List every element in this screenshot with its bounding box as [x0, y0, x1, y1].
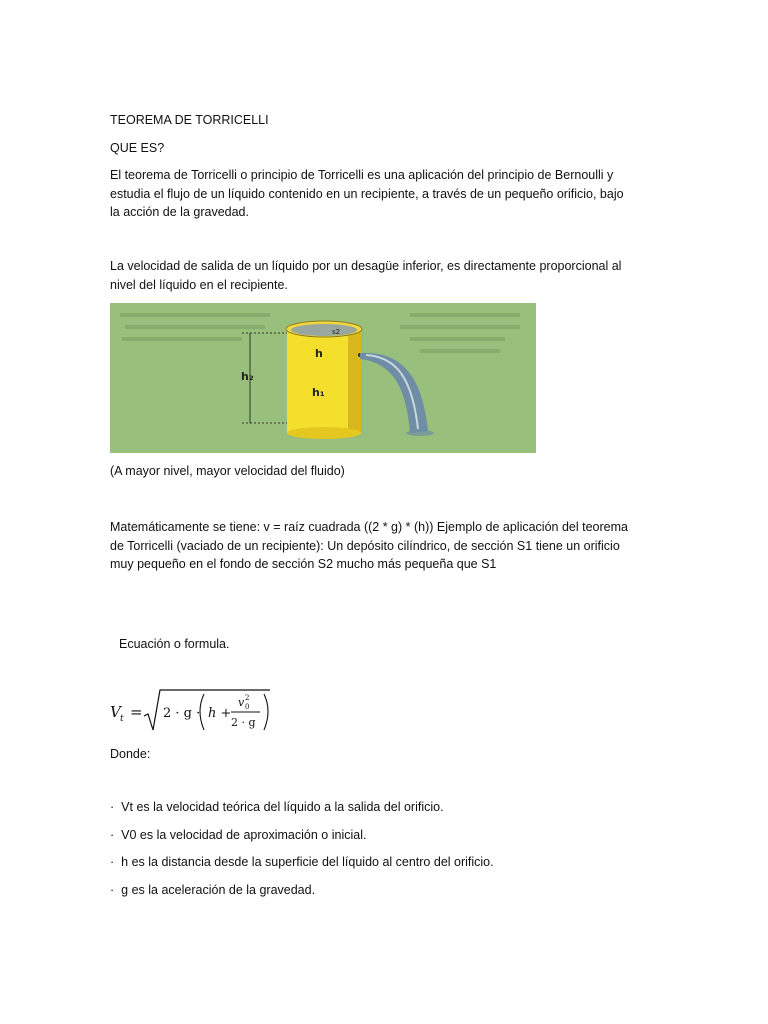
- equation-heading: Ecuación o formula.: [119, 637, 230, 651]
- intro-paragraph: [110, 166, 670, 222]
- intro-line: El teorema de Torricelli o principio de Torricelli es una aplicación del principio de Bernoulli y: [110, 168, 614, 182]
- label-h1: h₁: [312, 386, 325, 399]
- formula-h: h +: [208, 706, 232, 721]
- math-paragraph: [110, 518, 670, 574]
- bullet-text: g es la aceleración de la gravedad.: [121, 883, 316, 897]
- bullet-symbol: ·: [110, 855, 115, 869]
- bullet-text: V0 es la velocidad de aproximación o inicial.: [121, 828, 367, 842]
- formula-num: v: [238, 696, 245, 709]
- velocity-line: nivel del líquido en el recipiente.: [110, 277, 288, 292]
- formula-body: 2 · g ·: [163, 706, 201, 721]
- formula-lhs-sub: t: [120, 714, 124, 724]
- formula-lhs: V: [110, 703, 121, 721]
- formula-den: 2 · g: [231, 716, 256, 729]
- bullet-symbol: ·: [110, 883, 115, 897]
- bullet-item: [110, 881, 315, 899]
- donde-label: Donde:: [110, 747, 151, 761]
- formula-num-sub: 0: [245, 703, 250, 711]
- bullet-item: [110, 826, 366, 844]
- intro-line: la acción de la gravedad.: [110, 205, 249, 219]
- right-paren: [264, 694, 268, 730]
- bullet-item: [110, 853, 494, 871]
- intro-line: estudia el flujo de un líquido contenido en un recipiente, a través de un pequeño orificio, bajo: [110, 186, 624, 201]
- splash: [406, 430, 434, 436]
- tank-bottom: [287, 427, 361, 439]
- bullet-item: [110, 798, 444, 816]
- math-line: muy pequeño en el fondo de sección S2 mucho más pequeña que S1: [110, 557, 497, 571]
- math-line: Matemáticamente se tiene: v = raíz cuadrada ((2 * g) * (h)) Ejemplo de aplicación del teorema: [110, 520, 628, 534]
- torricelli-tank-illustration: [110, 303, 536, 453]
- math-line: de Torricelli (vaciado de un recipiente): Un depósito cilíndrico, de sección S1 tiene un orificio: [110, 538, 620, 553]
- formula-equals: =: [130, 703, 143, 721]
- velocity-line: La velocidad de salida de un líquido por un desagüe inferior, es directamente proporcional al: [110, 259, 622, 273]
- label-h: h: [315, 347, 323, 360]
- document-title: TEOREMA DE TORRICELLI: [110, 113, 269, 127]
- bullet-text: Vt es la velocidad teórica del líquido a la salida del orificio.: [121, 800, 444, 814]
- left-paren: [200, 694, 204, 730]
- label-s2: s2: [332, 328, 341, 336]
- bullet-text: h es la distancia desde la superficie del líquido al centro del orificio.: [121, 855, 494, 869]
- section-subtitle: QUE ES?: [110, 141, 165, 155]
- velocity-paragraph: [110, 257, 670, 294]
- label-h2: h₂: [241, 370, 254, 383]
- figure-caption: (A mayor nivel, mayor velocidad del fluido): [110, 464, 345, 478]
- bullet-symbol: ·: [110, 828, 115, 842]
- formula-num-sup: 2: [245, 694, 250, 702]
- water-surface: [291, 324, 357, 336]
- torricelli-formula: [108, 686, 278, 736]
- tank-shadow: [348, 331, 361, 433]
- bullet-symbol: ·: [110, 800, 115, 814]
